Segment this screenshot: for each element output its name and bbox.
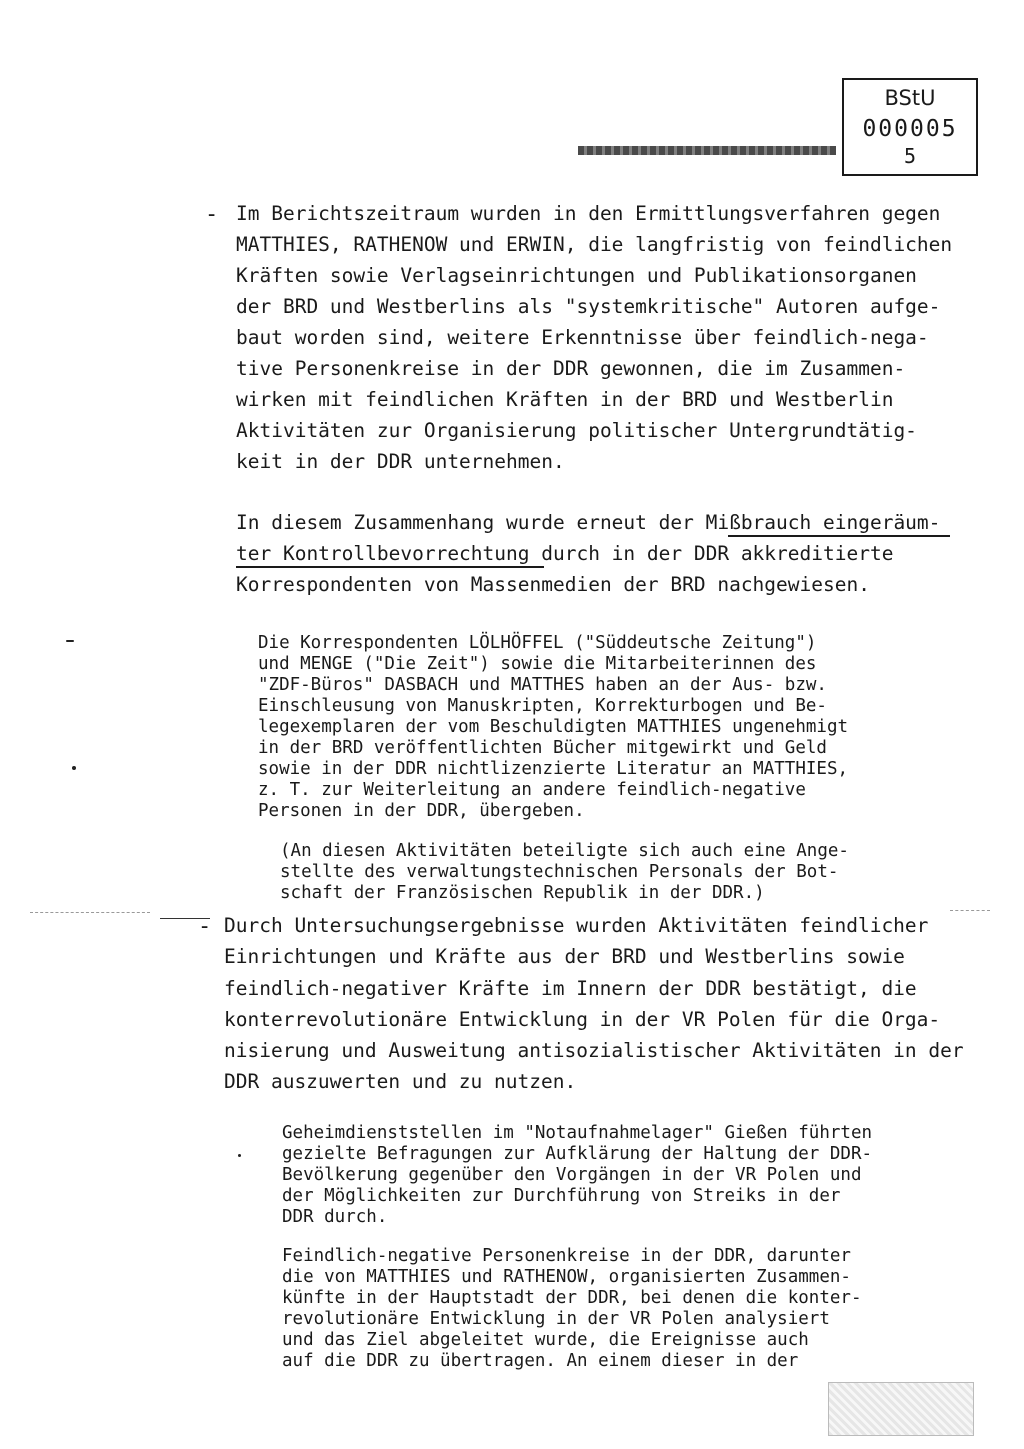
text-line: Geheimdienststellen im "Notaufnahmelager" Gießen führten xyxy=(282,1123,873,1143)
text-line: gezielte Befragungen zur Aufklärung der Haltung der DDR- xyxy=(282,1144,873,1164)
text-line: auf die DDR zu übertragen. An einem dieser in der xyxy=(282,1351,799,1371)
text-line: der Möglichkeiten zur Durchführung von Streiks in der xyxy=(282,1186,841,1206)
text-line: künfte in der Hauptstadt der DDR, bei denen die konter- xyxy=(282,1288,862,1308)
text-line: Feindlich-negative Personenkreise in der DDR, darunter xyxy=(282,1246,851,1266)
handwritten-underline xyxy=(236,566,544,568)
text-line: baut worden sind, weitere Erkenntnisse über feindlich-nega- xyxy=(236,326,929,349)
stamp-number: 000005 xyxy=(862,116,958,142)
handwritten-underline xyxy=(728,535,950,537)
archive-stamp xyxy=(842,78,978,176)
text-line: Einschleusung von Manuskripten, Korrekturbogen und Be- xyxy=(258,696,827,716)
redaction-bar-end-mark xyxy=(842,138,844,156)
text-line: Aktivitäten zur Organisierung politischer Untergrundtätig- xyxy=(236,419,917,442)
text-line: schaft der Französischen Republik in der DDR.) xyxy=(280,883,765,903)
scan-artifact-line xyxy=(950,910,990,912)
scan-speck xyxy=(238,1154,241,1157)
text-line: "ZDF-Büros" DASBACH und MATTHES haben an der Aus- bzw. xyxy=(258,675,827,695)
stamp-org: BStU xyxy=(884,86,936,110)
text-line: MATTHIES, RATHENOW und ERWIN, die langfristig von feindlichen xyxy=(236,233,953,256)
text-line: Die Korrespondenten LÖLHÖFFEL ("Süddeutsche Zeitung") xyxy=(258,633,817,653)
text-line: z. T. zur Weiterleitung an andere feindlich-negative xyxy=(258,780,806,800)
text-line: DDR auszuwerten und zu nutzen. xyxy=(224,1070,577,1093)
section-1-dash: - xyxy=(205,202,219,227)
text-line: stellte des verwaltungstechnischen Personals der Bot- xyxy=(280,862,839,882)
text-line: (An diesen Aktivitäten beteiligte sich auch eine Ange- xyxy=(280,841,849,861)
scan-artifact-line xyxy=(30,912,150,914)
text-line: In diesem Zusammenhang wurde erneut der Mißbrauch eingeräum- xyxy=(236,511,941,534)
text-line: die von MATTHIES und RATHENOW, organisierten Zusammen- xyxy=(282,1267,851,1287)
stamp-page-number: 5 xyxy=(903,144,917,168)
text-line: wirken mit feindlichen Kräften in der BRD und Westberlin xyxy=(236,388,894,411)
text-line: Bevölkerung gegenüber den Vorgängen in der VR Polen und xyxy=(282,1165,862,1185)
text-line: Durch Untersuchungsergebnisse wurden Aktivitäten feindlicher xyxy=(224,914,929,937)
section-2-dash: - xyxy=(198,914,212,939)
text-line: revolutionäre Entwicklung in der VR Polen analysiert xyxy=(282,1309,830,1329)
text-line: Personen in der DDR, übergeben. xyxy=(258,801,585,821)
scan-speck xyxy=(66,640,74,642)
text-line: konterrevolutionäre Entwicklung in der VR Polen für die Orga- xyxy=(224,1008,941,1031)
text-line: Kräften sowie Verlagseinrichtungen und Publikationsorganen xyxy=(236,264,917,287)
text-line: in der BRD veröffentlichten Bücher mitgewirkt und Geld xyxy=(258,738,827,758)
text-line: legexemplaren der vom Beschuldigten MATTHIES ungenehmigt xyxy=(258,717,849,737)
text-line: keit in der DDR unternehmen. xyxy=(236,450,565,473)
text-line: feindlich-negativer Kräfte im Innern der DDR bestätigt, die xyxy=(224,977,917,1000)
text-line: Im Berichtszeitraum wurden in den Ermittlungsverfahren gegen xyxy=(236,202,941,225)
scan-speck xyxy=(72,766,76,770)
text-line: DDR durch. xyxy=(282,1207,388,1227)
text-line: tive Personenkreise in der DDR gewonnen, die im Zusammen- xyxy=(236,357,906,380)
text-line: und das Ziel abgeleitet wurde, die Ereignisse auch xyxy=(282,1330,809,1350)
text-line: nisierung und Ausweitung antisozialistischer Aktivitäten in der xyxy=(224,1039,964,1062)
text-line: Korrespondenten von Massenmedien der BRD nachgewiesen. xyxy=(236,573,870,596)
text-line: ter Kontrollbevorrechtung durch in der DDR akkreditierte xyxy=(236,542,894,565)
text-line: der BRD und Westberlins als "systemkritische" Autoren aufge- xyxy=(236,295,941,318)
text-line: sowie in der DDR nichtlizenzierte Literatur an MATTHIES, xyxy=(258,759,849,779)
redaction-bar xyxy=(578,146,836,155)
faded-archive-stamp xyxy=(828,1382,974,1436)
text-line: und MENGE ("Die Zeit") sowie die Mitarbeiterinnen des xyxy=(258,654,817,674)
text-line: Einrichtungen und Kräfte aus der BRD und Westberlins sowie xyxy=(224,945,905,968)
